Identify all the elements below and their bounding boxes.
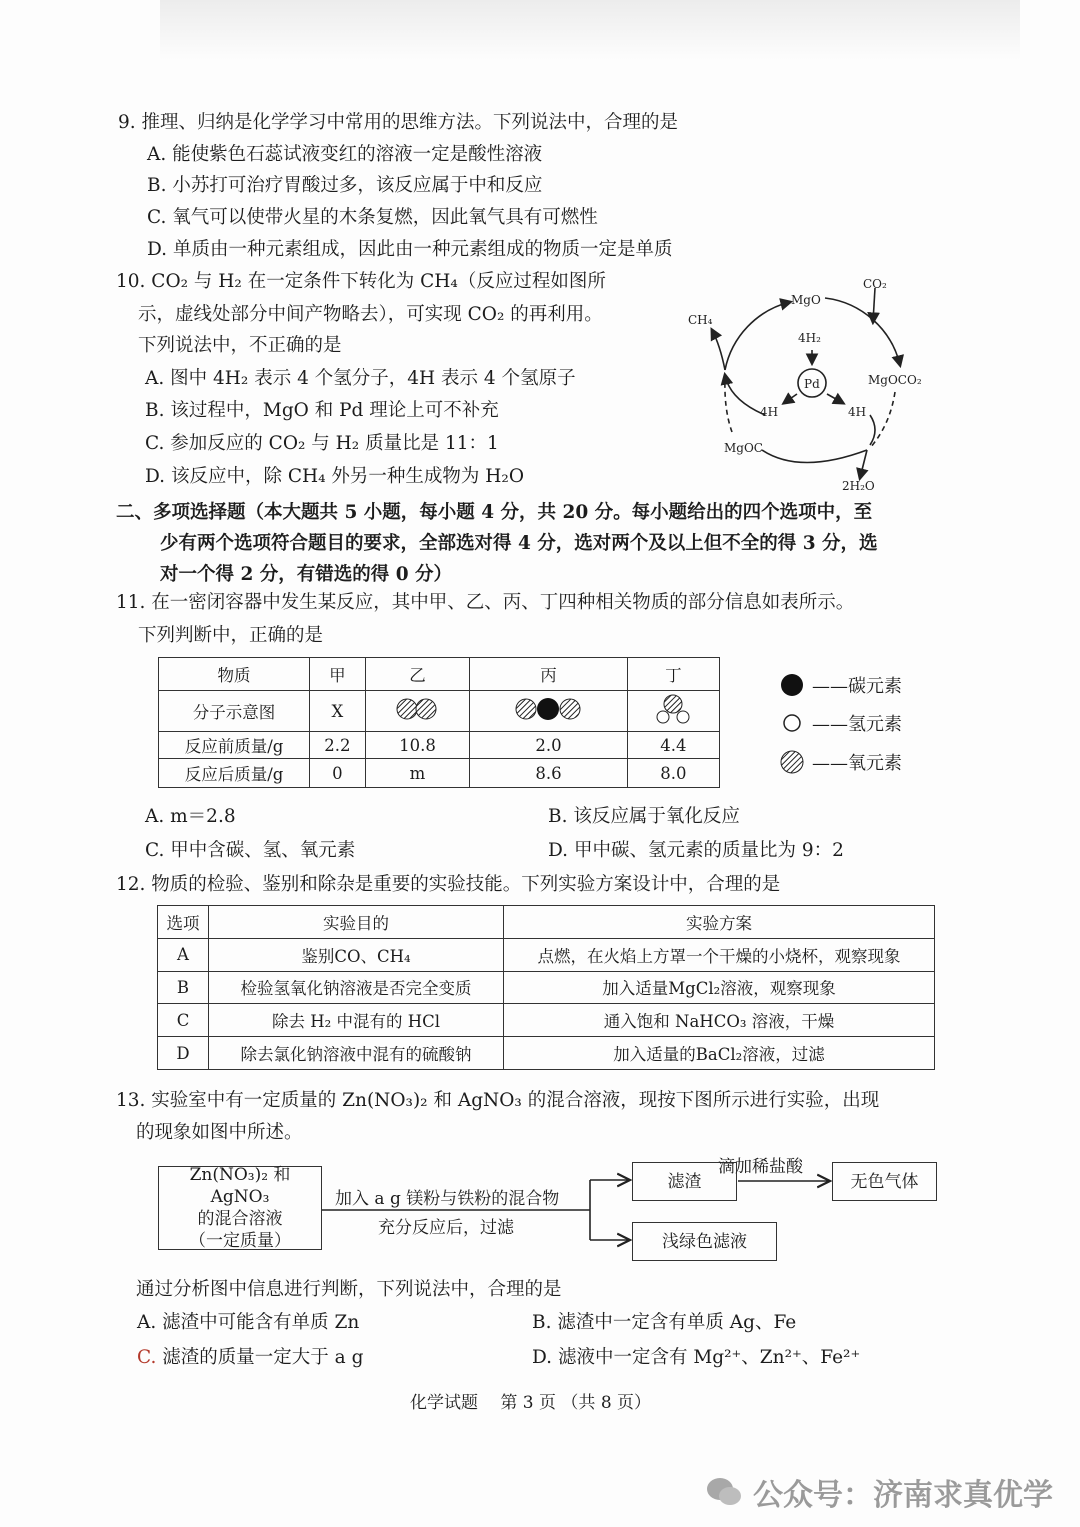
- q13-option-d: D. 滤液中一定含有 Mg²⁺、Zn²⁺、Fe²⁺: [532, 1347, 861, 1368]
- jia-molecule: X: [310, 691, 366, 732]
- q11-table: [158, 657, 720, 788]
- q12-cell: 除去 H₂ 中混有的 HCl: [209, 1004, 504, 1037]
- label-mgoco2: MgOCO₂: [868, 373, 922, 387]
- q11-cell: 8.0: [627, 759, 719, 788]
- scan-shadow: [160, 0, 1020, 60]
- label-2h2o: 2H₂O: [842, 479, 875, 493]
- q11-header: 丙: [470, 658, 628, 691]
- bing-molecule-co2: [470, 691, 628, 732]
- q9-option-d: D. 单质由一种元素组成，因此由一种元素组成的物质一定是单质: [147, 239, 673, 260]
- q12-cell: 检验氢氧化钠溶液是否完全变质: [209, 971, 504, 1004]
- flow-step-filter: 充分反应后，过滤: [378, 1218, 514, 1238]
- q9-stem: 9. 推理、归纳是化学学习中常用的思维方法。下列说法中，合理的是: [118, 112, 679, 133]
- q11-stem-2: 下列判断中，正确的是: [138, 625, 324, 646]
- q10-option-c: C. 参加反应的 CO₂ 与 H₂ 质量比是 11：1: [145, 433, 499, 454]
- q13-stem-1: 13. 实验室中有一定质量的 Zn(NO₃)₂ 和 AgNO₃ 的混合溶液，现按下图所示进行实验，出现: [116, 1090, 880, 1111]
- q12-table: [157, 905, 935, 1070]
- q13-option-a: A. 滤渣中可能含有单质 Zn: [137, 1312, 360, 1333]
- q9-option-c: C. 氧气可以使带火星的木条复燃，因此氧气具有可燃性: [147, 207, 598, 228]
- oxygen-atom-icon: [780, 749, 804, 775]
- legend-hydrogen: ——氢元素: [780, 710, 902, 736]
- q10-stem-1: 10. CO₂ 与 H₂ 在一定条件下转化为 CH₄（反应过程如图所: [116, 271, 606, 292]
- page-footer: 化学试题 第 3 页 （共 8 页）: [410, 1393, 652, 1413]
- q9-option-b: B. 小苏打可治疗胃酸过多，该反应属于中和反应: [147, 175, 543, 196]
- hydrogen-atom-icon: [780, 711, 804, 735]
- q11-header: 甲: [310, 658, 366, 691]
- label-mgo: MgO: [791, 293, 821, 307]
- q11-option-a: A. m＝2.8: [145, 806, 236, 827]
- q11-header: 乙: [365, 658, 469, 691]
- label-4h2: 4H₂: [798, 331, 821, 345]
- q11-cell: 4.4: [627, 732, 719, 759]
- q13-option-c: C. 滤渣的质量一定大于 a g: [137, 1347, 364, 1368]
- q11-cell: 2.0: [470, 732, 628, 759]
- q11-cell: 2.2: [310, 732, 366, 759]
- q12-cell: 通入饱和 NaHCO₃ 溶液，干燥: [504, 1004, 935, 1037]
- label-4h-right: 4H: [848, 405, 867, 419]
- flow-step-add: 加入 a g 镁粉与铁粉的混合物: [335, 1189, 560, 1209]
- q9-option-a: A. 能使紫色石蕊试液变红的溶液一定是酸性溶液: [147, 144, 543, 165]
- q12-cell: 加入适量的BaCl₂溶液，过滤: [504, 1037, 935, 1070]
- q11-cell: 0: [310, 759, 366, 788]
- q13-stem-2: 的现象如图中所述。: [136, 1122, 303, 1143]
- q11-row-label: 反应后质量/g: [159, 759, 310, 788]
- q12-cell: B: [158, 971, 209, 1004]
- carbon-atom-icon: [780, 673, 804, 697]
- label-4h-left: 4H: [760, 405, 779, 419]
- section2-line-3: 对一个得 2 分，有错选的得 0 分）: [160, 564, 453, 585]
- q11-cell: 8.6: [470, 759, 628, 788]
- reaction-cycle-diagram: [680, 260, 940, 500]
- label-ch4: CH₄: [688, 313, 713, 327]
- legend-carbon: ——碳元素: [780, 672, 902, 698]
- q11-option-b: B. 该反应属于氧化反应: [548, 806, 740, 827]
- watermark: 公众号：济南求真优学: [705, 1470, 1053, 1514]
- section2-line-2: 少有两个选项符合题目的要求，全部选对得 4 分，选对两个及以上但不全的得 3 分，选: [160, 533, 878, 554]
- q12-cell: A: [158, 938, 209, 971]
- q12-header: 实验方案: [504, 906, 935, 939]
- q12-cell: 加入适量MgCl₂溶液，观察现象: [504, 971, 935, 1004]
- q12-header: 选项: [158, 906, 209, 939]
- label-mgoc: MgOC: [724, 441, 763, 455]
- q10-option-b: B. 该过程中，MgO 和 Pd 理论上可不补充: [145, 400, 499, 421]
- q12-cell: 点燃，在火焰上方罩一个干燥的小烧杯，观察现象: [504, 938, 935, 971]
- q13-prompt: 通过分析图中信息进行判断，下列说法中，合理的是: [136, 1279, 562, 1300]
- q12-cell: C: [158, 1004, 209, 1037]
- q11-cell: m: [365, 759, 469, 788]
- q11-option-c: C. 甲中含碳、氢、氧元素: [145, 840, 356, 861]
- q10-option-a: A. 图中 4H₂ 表示 4 个氢分子，4H 表示 4 个氢原子: [145, 368, 576, 389]
- q11-row-label: 反应前质量/g: [159, 732, 310, 759]
- q10-stem-3: 下列说法中，不正确的是: [138, 335, 342, 356]
- q11-row-label: 分子示意图: [159, 691, 310, 732]
- q11-stem-1: 11. 在一密闭容器中发生某反应，其中甲、乙、丙、丁四种相关物质的部分信息如表所示。: [116, 592, 855, 613]
- wechat-icon: [705, 1475, 743, 1509]
- ding-molecule-h2o: [627, 691, 719, 732]
- flow-filtrate: 浅绿色滤液: [632, 1222, 777, 1261]
- q11-header: 物质: [159, 658, 310, 691]
- label-co2: CO₂: [863, 277, 887, 291]
- q12-cell: D: [158, 1037, 209, 1070]
- section2-line-1: 二、多项选择题（本大题共 5 小题，每小题 4 分，共 20 分。每小题给出的四个选项中，至: [116, 502, 873, 523]
- yi-molecule-o2: [365, 691, 469, 732]
- legend-oxygen: ——氧元素: [780, 749, 902, 775]
- q12-cell: 除去氯化钠溶液中混有的硫酸钠: [209, 1037, 504, 1070]
- q12-stem: 12. 物质的检验、鉴别和除杂是重要的实验技能。下列实验方案设计中，合理的是: [116, 874, 781, 895]
- q10-stem-2: 示，虚线处部分中间产物略去），可实现 CO₂ 的再利用。: [138, 304, 603, 325]
- q11-header: 丁: [627, 658, 719, 691]
- q13-option-b: B. 滤渣中一定含有单质 Ag、Fe: [532, 1312, 797, 1333]
- label-pd: Pd: [804, 377, 820, 391]
- flow-start-solution: Zn(NO₃)₂ 和 AgNO₃ 的混合溶液 （一定质量）: [158, 1166, 322, 1250]
- q11-option-d: D. 甲中碳、氢元素的质量比为 9：2: [548, 840, 844, 861]
- q12-cell: 鉴别CO、CH₄: [209, 938, 504, 971]
- flow-gas: 无色气体: [832, 1162, 937, 1201]
- q10-option-d: D. 该反应中，除 CH₄ 外另一种生成物为 H₂O: [145, 466, 525, 487]
- flow-add-acid: 滴加稀盐酸: [718, 1157, 803, 1177]
- flow-residue: 滤渣: [632, 1162, 737, 1201]
- q12-header: 实验目的: [209, 906, 504, 939]
- q11-cell: 10.8: [365, 732, 469, 759]
